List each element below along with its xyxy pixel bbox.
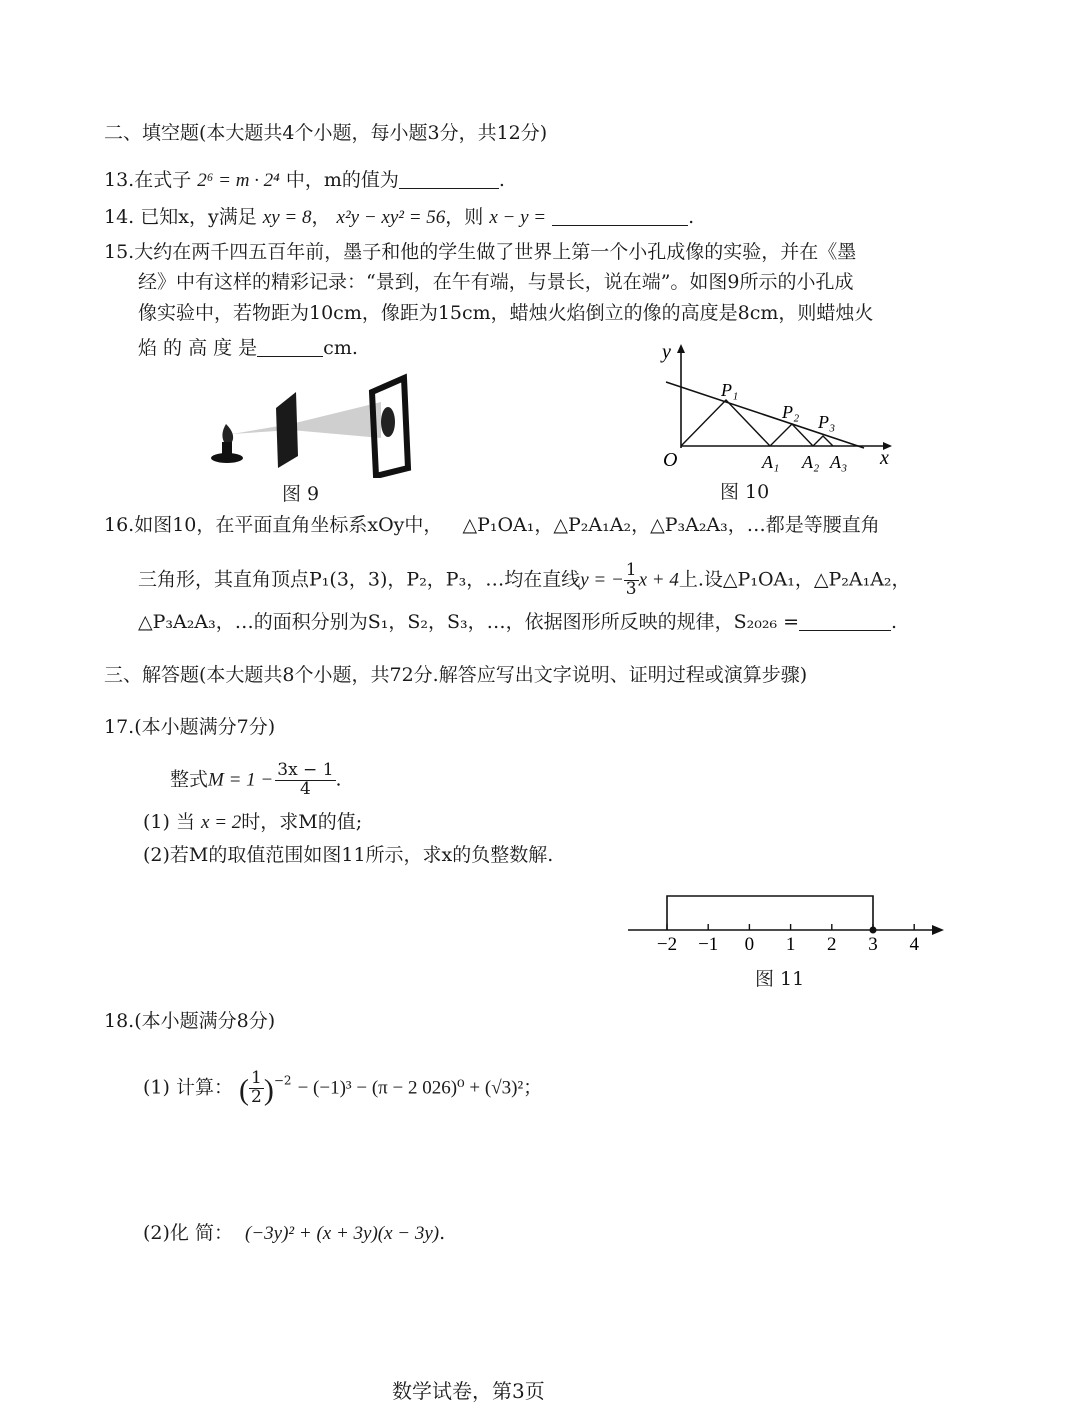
q18-part-2 — [143, 1224, 445, 1243]
question-13 — [104, 170, 505, 190]
tick-label: 0 — [744, 934, 755, 955]
triangle-p1 — [681, 400, 770, 446]
section-3-heading: 三、解答题(本大题共8个小题，共72分.解答应写出文字说明、证明过程或演算步骤) — [104, 664, 808, 686]
p2-label: P₂ — [782, 402, 800, 422]
q14-text-a: 已知x，y满足 — [140, 206, 257, 228]
q13-number: 13. — [104, 169, 135, 191]
q18-part-2-label: (2)化 简： — [143, 1222, 233, 1244]
q14-end: . — [688, 206, 695, 228]
figure-10-caption: 图 10 — [720, 481, 770, 503]
q16-line-2-text: 三角形，其直角顶点P₁(3，3)，P₂，P₃，…均在直线 — [138, 568, 581, 591]
a1-label: A₁ — [762, 452, 780, 472]
figure-11-caption: 图 11 — [755, 968, 805, 990]
q16-end: . — [891, 611, 898, 633]
q16-fraction — [624, 562, 639, 599]
section-2-heading: 二、填空题(本大题共4个小题，每小题3分，共12分) — [104, 122, 548, 144]
tick-label: 1 — [785, 934, 796, 955]
candle-base — [211, 453, 243, 463]
q15-line-4-text: 焰 的 高 度 是 — [138, 337, 258, 359]
q15-line-1: 15.大约在两千四五百年前，墨子和他的学生做了世界上第一个小孔成像的实验，并在《墨 — [104, 241, 857, 263]
q14-number: 14. — [104, 206, 135, 228]
q18-part-1-close-paren: ) — [263, 1073, 274, 1107]
q17-fraction — [275, 762, 335, 799]
q16-fraction-denominator: 3 — [625, 578, 637, 599]
q17-title: 17.(本小题满分7分) — [104, 716, 276, 738]
q18-fraction-denominator: 2 — [251, 1086, 262, 1107]
q18-fraction-numerator: 1 — [251, 1068, 262, 1088]
q17-def-equation: M = 1 − — [208, 769, 274, 791]
q17-part-1 — [143, 813, 362, 832]
q18-part-1-exponent: −2 — [273, 1073, 292, 1088]
q14-expression-1: xy = 8 — [262, 207, 312, 228]
q16-line-3 — [138, 612, 897, 632]
q18-part-1-open-paren: ( — [239, 1073, 250, 1107]
q18-part-1-label: (1) 计算： — [143, 1076, 233, 1099]
a3-label: A₃ — [830, 452, 848, 472]
figure-10-coordinate-diagram — [656, 340, 900, 476]
light-beam — [232, 402, 381, 438]
q18-part-1-fraction — [249, 1070, 264, 1107]
question-14 — [104, 207, 694, 227]
q18-part-2-expression: (−3y)² + (x + 3y)(x − 3y) — [245, 1223, 440, 1244]
q17-part-1-text-b: 时，求M的值; — [241, 811, 363, 833]
q13-end: . — [498, 169, 505, 191]
q15-line-2: 经》中有这样的精彩记录：“景到，在午有端，与景长，说在端”。如图9所示的小孔成 — [138, 271, 854, 293]
q17-def-text: 整式 — [170, 768, 209, 791]
q18-part-1-rest: − (−1)³ − (π − 2 026)⁰ + (√3)² — [297, 1077, 524, 1099]
p3-label: P₃ — [818, 412, 836, 432]
q14-text-b: ，则 — [445, 206, 484, 228]
q14-answer-blank[interactable] — [552, 207, 688, 226]
q14-expression-3: x − y = — [489, 207, 547, 228]
origin-label: O — [663, 449, 678, 471]
q16-line-eq-a: y = − — [580, 569, 624, 591]
tick-group — [657, 924, 920, 955]
tick-label: −2 — [656, 934, 678, 955]
figure-9-caption: 图 9 — [282, 483, 320, 505]
q14-expression-2: x²y − xy² = 56 — [336, 207, 446, 228]
q13-text-a: 在式子 — [134, 169, 192, 191]
q16-line-2 — [138, 562, 911, 599]
number-line-arrow — [932, 925, 944, 935]
q16-line-2-tail: 上.设△P₁OA₁，△P₂A₁A₂， — [678, 568, 911, 591]
q16-line-1-triangles: △P₁OA₁，△P₂A₁A₂，△P₃A₂A₃，…都是等腰直角 — [462, 514, 880, 536]
q15-line-3: 像实验中，若物距为10cm，像距为15cm，蜡烛火焰倒立的像的高度是8cm，则蜡烛火 — [138, 302, 874, 324]
q16-answer-blank[interactable] — [799, 612, 891, 631]
a2-label: A₂ — [802, 452, 820, 472]
tick-label: 2 — [827, 934, 837, 955]
tick-label: −1 — [698, 934, 719, 955]
q16-line-3-text: △P₃A₂A₃，…的面积分别为S₁，S₂，S₃，…，依据图形所反映的规律，S₂₀₂₆ = — [138, 611, 800, 633]
q16-line-1 — [104, 516, 880, 535]
q18-part-2-end: . — [439, 1222, 446, 1244]
q13-expression: 2⁶ = m · 2⁴ — [197, 170, 280, 191]
q15-line-4 — [138, 338, 358, 358]
q15-unit: cm. — [323, 337, 358, 359]
screen-image — [381, 407, 395, 437]
triangle-p2 — [770, 424, 813, 446]
q17-part-1-expression: x = 2 — [201, 812, 242, 833]
q16-fraction-numerator: 1 — [625, 560, 637, 580]
figure-11-number-line — [624, 884, 950, 962]
q13-text-b: 中，m的值为 — [285, 169, 399, 191]
p1-label: P₁ — [721, 380, 739, 400]
q14-separator: ， — [311, 206, 331, 228]
q15-answer-blank[interactable] — [257, 338, 323, 357]
q18-title: 18.(本小题满分8分) — [104, 1010, 276, 1032]
q18-part-1 — [143, 1070, 542, 1107]
q18-part-1-end: ； — [523, 1076, 543, 1099]
q13-answer-blank[interactable] — [399, 170, 499, 189]
range-bracket — [667, 896, 873, 930]
candle-flame — [222, 424, 233, 444]
q17-part-2: (2)若M的取值范围如图11所示，求x的负整数解. — [143, 844, 554, 866]
figure-9-pinhole-diagram — [196, 372, 416, 478]
y-axis-arrow — [677, 344, 685, 353]
page-footer: 数学试卷，第3页 — [392, 1379, 545, 1403]
pinhole-board — [276, 392, 298, 468]
q17-fraction-denominator: 4 — [299, 778, 311, 799]
q17-fraction-numerator: 3x − 1 — [277, 760, 334, 780]
q16-line-eq-b: x + 4 — [638, 569, 679, 591]
x-axis-label: x — [880, 447, 889, 469]
tick-label: 3 — [868, 934, 878, 955]
q16-line-1-text: 16.如图10，在平面直角坐标系xOy中， — [104, 514, 443, 536]
q17-part-1-text-a: (1) 当 — [143, 811, 195, 833]
y-axis-label: y — [662, 341, 671, 363]
q17-definition — [170, 762, 342, 799]
tick-label: 4 — [909, 934, 919, 955]
q17-def-end: . — [335, 768, 342, 791]
